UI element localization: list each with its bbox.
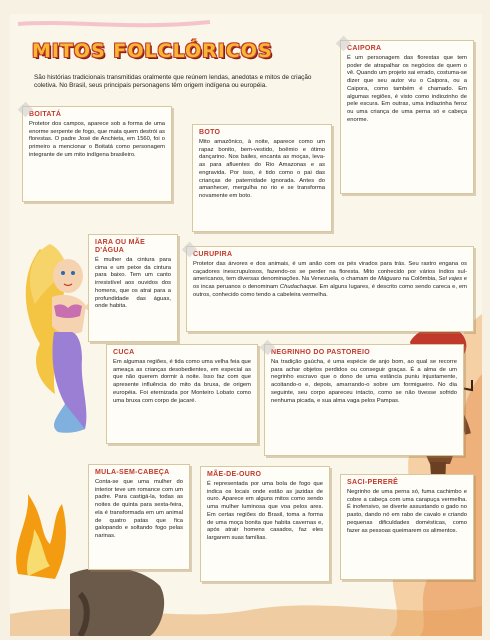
- card-maedeouro-title: MÃE-DE-OURO: [207, 471, 262, 478]
- card-curupira: [186, 246, 474, 332]
- card-boto: [192, 124, 332, 232]
- card-boitata: [22, 106, 172, 202]
- card-curupira-text: Protetor das árvores e dos animais, é um anão com os pés virados para trás. Seu rastro engana os caçadores inescrupulosos, fazendo-os se perder na floresta. Mito conhecido por vários índios sul-americanos, tem diversas denominações. Na Venezuela, o chamam de Máguaro na Colômbia, Sel vajes e os incas peruanos o denominam Chudachaque. Em alguns lugares, é descrito como sendo careca e, em outros, conhecido como tendo a cabeleira vermelha.: [193, 261, 467, 298]
- card-boitata-text: Protetor dos campos, aparece sob a forma de uma enorme serpente de fogo, que mata quem destrói as florestas. O padre José de Anchieta, em 1560, foi o primeiro a mencionar o Boitatá como personagem integrante de um mito indígena brasileiro.: [29, 121, 165, 158]
- card-iara-title: IARA OU MÃE D'ÁGUA: [95, 239, 146, 254]
- card-curupira-title: CURUPIRA: [193, 251, 233, 258]
- page-title: MITOS FOLCLÓRICOS: [32, 40, 273, 62]
- card-cuca: [106, 344, 258, 444]
- card-mula-title: MULA-SEM-CABEÇA: [95, 469, 170, 476]
- card-cuca-text: Em algumas regiões, é tida como uma velha feia que ameaça as crianças desobedientes, em especial as que não querem dormir à noite. Isso faz com que apresente influência do mito da bruxa, de origem européia. Foi eternizada por Monteiro Lobato como uma bruxa com corpo de jacaré.: [113, 359, 251, 404]
- fire-illustration: [16, 494, 66, 579]
- card-boitata-title: BOITATÁ: [29, 111, 62, 118]
- card-caipora-title: CAIPORA: [347, 45, 382, 52]
- card-mula-text: Conta-se que uma mulher do interior teve um romance com um padre. Para castigá-la, todas as noites de quinta para sexta-feira, ela é transformada em um animal de quatro patas que fica galopando e soltando fogo pelas narinas.: [95, 479, 183, 539]
- card-saci-title: SACI-PERERÊ: [347, 479, 399, 486]
- card-negrinho-text: Na tradição gaúcha, é uma espécie de anjo bom, ao qual se recorre para achar objetos perdidos ou conseguir graças. É a alma de um negrinho escravo que o dono de uma estância puniu injustamente, acoitando-o e, depois, amarrando-o sobre um formigueiro. No dia seguinte, seu corpo apareceu intacto, como se não tivesse sofrido nenhuma picada, e sua alma vaga pelos Pampas.: [271, 359, 457, 404]
- card-negrinho-title: NEGRINHO DO PASTOREIO: [271, 349, 370, 356]
- card-maedeouro: [200, 466, 330, 582]
- card-caipora-text: É um personagem das florestas que tem poder de atrapalhar os negócios de quem o vê. Quando um projeto sai errado, costuma-se dizer que seu autor viu o Caipora, ou a Caipora, como também é chamado. Em algumas regiões, é visto como indiozinho de pele escura. Em outras, uma indiazinha feroz ou uma criança de uma perna só e cabeça enorme.: [347, 55, 467, 123]
- card-saci: [340, 474, 474, 580]
- card-iara: [88, 234, 178, 342]
- card-negrinho: [264, 344, 464, 456]
- card-mula: [88, 464, 190, 570]
- card-maedeouro-text: É representada por uma bola de fogo que indica os locais onde estão as jazidas de ouro. Aparece em alguns mitos como sendo uma mulher luminosa que voa pelos ares. Em certas regiões do Brasil, toma a forma de uma moça bonita que habita cavernas e, após atrair homens casados, faz eles largarem suas famílias.: [207, 481, 323, 541]
- card-caipora: [340, 40, 474, 194]
- card-iara-text: É mulher da cintura para cima e um peixe da cintura para baixo. Tem um canto irresistível aos ouvidos dos homens, que os atrai para a profundidade das águas, onde habita.: [95, 257, 171, 310]
- card-boto-title: BOTO: [199, 129, 221, 136]
- card-saci-text: Negrinho de uma perna só, fuma cachimbo e cobre a cabeça com uma carapuça vermelha. É inofensivo, se diverte assustando o gado no pasto, dando nó em rabo de cavalo e criando pequenas dificuldades domésticas, como fazer as pessoas queimarem os alimentos.: [347, 489, 467, 534]
- card-boto-text: Mito amazônico, à noite, aparece como um rapaz bonito, bem-vestido, boêmio e ótimo dançarino. Nos bailes, encanta as moças, leva-as para afluentes do Rio Amazonas e as engravida. Por isso, é tido como o pai das crianças de paternidade ignorada. Antes do amanhecer, mergulha no rio e se transforma novamente em boto.: [199, 139, 325, 199]
- intro-text: São histórias tradicionais transmitidas oralmente que reúnem lendas, anedotas e mitos de criação coletiva. No Brasil, seus principais personagens têm origem indígena ou européia.: [34, 74, 312, 90]
- page: [10, 14, 482, 636]
- card-cuca-title: CUCA: [113, 349, 135, 356]
- mula-illustration: [70, 567, 164, 636]
